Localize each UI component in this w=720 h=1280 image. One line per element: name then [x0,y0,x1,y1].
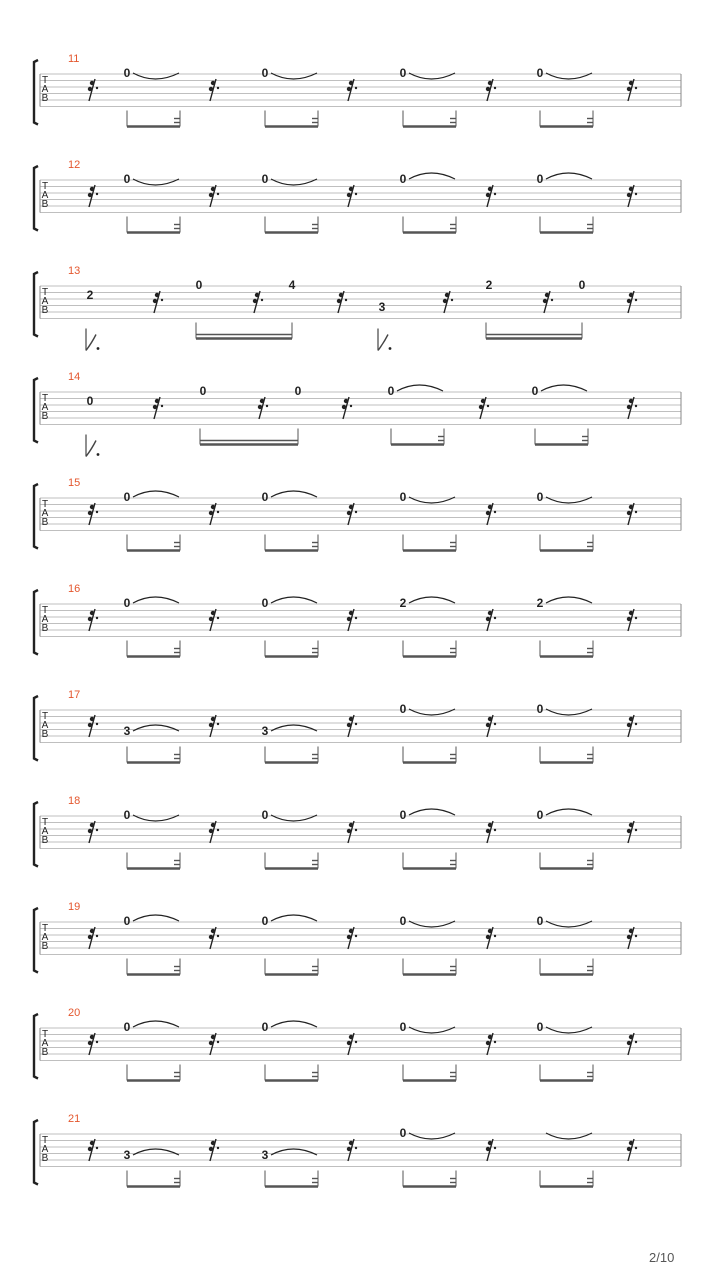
rest-dot [211,611,215,615]
rest-dot [349,929,353,933]
rest-aug-dot [261,299,263,301]
rest-dot [627,829,631,833]
rest-dot [488,823,492,827]
rest-dot [88,935,92,939]
rest-dot [209,193,213,197]
fret-number: 0 [399,1126,407,1140]
fret-number: 2 [86,288,94,302]
tab-clef-letter: B [41,623,49,634]
rest-dot [88,617,92,621]
rest-dot [88,1147,92,1151]
tab-clef-letter: B [41,411,49,422]
rest-aug-dot [217,617,219,619]
rest-dot [627,935,631,939]
rest-dot [627,193,631,197]
rest-dot [543,299,547,303]
rest-dot [209,829,213,833]
rest-dot [209,1041,213,1045]
fret-number: 0 [261,808,269,822]
tie-arc [133,1021,179,1027]
fret-number: 0 [531,384,539,398]
tab-clef-letter: A [41,84,49,95]
fret-number: 2 [399,596,407,610]
rest-aug-dot [635,935,637,937]
rest-dot [629,293,633,297]
tab-clef-letter: T [41,923,49,934]
rest-aug-dot [355,193,357,195]
rest-aug-dot [635,511,637,513]
fret-number: 0 [123,66,131,80]
tab-clef-letter: A [41,190,49,201]
system-bracket [34,60,38,125]
rest-aug-dot [635,1041,637,1043]
rest-dot [488,929,492,933]
rest-aug-dot [494,193,496,195]
tie-arc [271,915,317,921]
rest-dot [211,929,215,933]
rest-aug-dot [96,935,98,937]
rest-aug-dot [96,829,98,831]
tab-clef-letter: A [41,1144,49,1155]
system-bracket [34,908,38,973]
fret-number: 0 [536,808,544,822]
fret-number: 0 [399,66,407,80]
tie-arc [133,1149,179,1155]
rest-dot [627,87,631,91]
rest-dot [349,717,353,721]
tie-arc [133,597,179,603]
rest-dot [486,617,490,621]
tab-clef-letter: B [41,729,49,740]
rest-dot [339,293,343,297]
rest-aug-dot [217,1147,219,1149]
rest-dot [349,505,353,509]
system-bracket [34,1120,38,1185]
rest-dot [90,1035,94,1039]
rest-aug-dot [635,405,637,407]
rest-dot [629,929,633,933]
tie-arc [546,597,592,603]
fret-number: 0 [536,66,544,80]
rest-dot [629,717,633,721]
rest-aug-dot [350,405,352,407]
rest-aug-dot [355,723,357,725]
fret-number: 0 [123,914,131,928]
rest-dot [88,87,92,91]
rest-dot [486,935,490,939]
rest-dot [627,405,631,409]
rest-dot [347,511,351,515]
rest-dot [486,87,490,91]
rest-dot [349,823,353,827]
tab-clef-letter: T [41,605,49,616]
fret-number: 0 [123,808,131,822]
rest-dot [488,1141,492,1145]
measure-number: 19 [68,901,81,913]
fret-number: 3 [123,1148,131,1162]
tab-clef-letter: T [41,393,49,404]
rest-dot [211,81,215,85]
system-bracket [34,272,38,337]
rest-dot [347,87,351,91]
fret-number: 0 [294,384,302,398]
tie-arc [546,809,592,815]
fret-number: 0 [261,596,269,610]
tie-arc [133,725,179,731]
system-bracket [34,590,38,655]
rest-aug-dot [494,829,496,831]
fret-number: 0 [123,172,131,186]
dot [97,453,100,456]
rest-dot [337,299,341,303]
rest-dot [629,505,633,509]
rest-dot [260,399,264,403]
fret-number: 0 [261,66,269,80]
rest-dot [629,187,633,191]
tab-clef-letter: T [41,817,49,828]
rest-aug-dot [217,829,219,831]
rest-dot [90,1141,94,1145]
rest-aug-dot [96,1147,98,1149]
fret-number: 0 [261,914,269,928]
system-bracket [34,378,38,443]
rest-dot [347,723,351,727]
rest-dot [627,1041,631,1045]
tab-clef-letter: T [41,711,49,722]
tie-arc [541,385,587,391]
rest-aug-dot [355,617,357,619]
rest-aug-dot [217,1041,219,1043]
rest-aug-dot [494,723,496,725]
fret-number: 4 [288,278,296,292]
rest-aug-dot [217,723,219,725]
rest-dot [90,823,94,827]
rest-dot [88,1041,92,1045]
rest-dot [488,717,492,721]
fret-number: 0 [399,172,407,186]
rest-aug-dot [494,935,496,937]
tie-arc [271,491,317,497]
measure-number: 12 [68,159,81,171]
rest-dot [347,193,351,197]
rest-dot [347,617,351,621]
rest-dot [486,829,490,833]
rest-dot [349,81,353,85]
rest-aug-dot [96,1041,98,1043]
tab-clef-letter: A [41,508,49,519]
rest-dot [445,293,449,297]
fret-number: 3 [123,724,131,738]
rest-aug-dot [345,299,347,301]
fret-number: 0 [261,1020,269,1034]
tab-clef-letter: B [41,835,49,846]
fret-number: 0 [399,702,407,716]
rest-dot [209,723,213,727]
tie-arc [133,915,179,921]
tab-clef-letter: A [41,614,49,625]
rest-aug-dot [451,299,453,301]
tab-clef-letter: A [41,296,49,307]
tie-arc [271,725,317,731]
rest-dot [88,829,92,833]
rest-dot [211,717,215,721]
tab-clef-letter: A [41,402,49,413]
tie-arc [271,1021,317,1027]
tab-clef-letter: B [41,517,49,528]
rest-dot [211,187,215,191]
rest-dot [488,81,492,85]
rest-aug-dot [635,1147,637,1149]
tie-arc [409,173,455,179]
rest-dot [347,935,351,939]
rest-dot [211,823,215,827]
fret-number: 0 [199,384,207,398]
rest-dot [627,617,631,621]
system-bracket [34,696,38,761]
fret-number: 3 [261,1148,269,1162]
fret-number: 0 [399,1020,407,1034]
measure-number: 18 [68,795,81,807]
fret-number: 0 [123,596,131,610]
rest-dot [90,81,94,85]
rest-aug-dot [635,299,637,301]
rest-aug-dot [355,511,357,513]
rest-dot [627,511,631,515]
rest-aug-dot [635,193,637,195]
tie-arc [409,809,455,815]
rest-dot [488,505,492,509]
rest-dot [88,193,92,197]
tab-clef-letter: T [41,181,49,192]
tab-clef-letter: A [41,826,49,837]
rest-dot [209,935,213,939]
rest-aug-dot [217,935,219,937]
rest-dot [349,1141,353,1145]
rest-dot [90,187,94,191]
rest-aug-dot [217,511,219,513]
measure-number: 17 [68,689,81,701]
rest-dot [349,611,353,615]
tab-clef-letter: A [41,932,49,943]
tie-arc [133,491,179,497]
dot [389,347,392,350]
rest-aug-dot [494,87,496,89]
rest-dot [629,399,633,403]
rest-aug-dot [161,299,163,301]
page-number: 2/10 [649,1250,675,1265]
tab-clef-letter: B [41,305,49,316]
fret-number: 0 [536,1020,544,1034]
fret-number: 0 [261,172,269,186]
tab-clef-letter: T [41,1135,49,1146]
rest-dot [349,187,353,191]
rest-dot [629,1141,633,1145]
rest-aug-dot [96,511,98,513]
measure-number: 13 [68,265,81,277]
rest-aug-dot [161,405,163,407]
rest-dot [344,399,348,403]
tab-clef-letter: T [41,499,49,510]
rest-dot [627,299,631,303]
rest-aug-dot [635,829,637,831]
rest-dot [629,823,633,827]
fret-number: 0 [195,278,203,292]
rest-dot [629,81,633,85]
rest-dot [488,1035,492,1039]
rest-aug-dot [355,829,357,831]
system-bracket [34,802,38,867]
fret-number: 0 [578,278,586,292]
fret-number: 0 [399,808,407,822]
fret-number: 0 [399,490,407,504]
fret-number: 0 [86,394,94,408]
rest-dot [255,293,259,297]
rest-dot [342,405,346,409]
rest-dot [209,511,213,515]
rest-aug-dot [266,405,268,407]
fret-number: 0 [387,384,395,398]
rest-aug-dot [217,193,219,195]
tab-clef-letter: B [41,1153,49,1164]
rest-dot [209,1147,213,1151]
tie-arc [397,385,443,391]
dot [97,347,100,350]
tab-clef-letter: B [41,1047,49,1058]
fret-number: 0 [536,490,544,504]
tab-clef-letter: B [41,941,49,952]
rest-dot [155,399,159,403]
rest-aug-dot [96,193,98,195]
rest-aug-dot [494,1147,496,1149]
rest-dot [486,193,490,197]
system-bracket [34,166,38,231]
rest-aug-dot [494,1041,496,1043]
rest-dot [486,511,490,515]
fret-number: 0 [123,490,131,504]
rest-aug-dot [355,1147,357,1149]
measure-number: 15 [68,477,81,489]
fret-number: 0 [123,1020,131,1034]
rest-aug-dot [96,617,98,619]
rest-aug-dot [635,617,637,619]
fret-number: 0 [536,702,544,716]
tab-clef-letter: A [41,720,49,731]
rest-dot [349,1035,353,1039]
rest-dot [479,405,483,409]
tie-arc [409,597,455,603]
rest-dot [488,187,492,191]
measure-number: 14 [68,371,81,383]
tie-arc [546,173,592,179]
tab-clef-letter: T [41,75,49,86]
rest-dot [627,1147,631,1151]
rest-aug-dot [355,1041,357,1043]
rest-dot [486,1147,490,1151]
rest-dot [486,723,490,727]
rest-dot [90,929,94,933]
rest-dot [88,511,92,515]
rest-aug-dot [355,935,357,937]
measure-number: 16 [68,583,81,595]
rest-dot [155,293,159,297]
rest-dot [347,1147,351,1151]
fret-number: 0 [536,172,544,186]
system-bracket [34,1014,38,1079]
rest-dot [153,299,157,303]
rest-aug-dot [217,87,219,89]
rest-dot [211,1035,215,1039]
rest-dot [258,405,262,409]
rest-dot [443,299,447,303]
measure-number: 20 [68,1007,81,1019]
rest-dot [211,505,215,509]
fret-number: 2 [485,278,493,292]
measure-number: 11 [68,53,80,65]
rest-aug-dot [551,299,553,301]
fret-number: 0 [261,490,269,504]
note-flag [86,441,96,457]
rest-dot [347,829,351,833]
note-flag [86,335,96,351]
rest-dot [481,399,485,403]
fret-number: 0 [399,914,407,928]
rest-aug-dot [487,405,489,407]
tie-arc [271,1149,317,1155]
tab-clef-letter: T [41,287,49,298]
rest-dot [629,611,633,615]
rest-dot [88,723,92,727]
rest-dot [627,723,631,727]
rest-aug-dot [494,511,496,513]
rest-aug-dot [96,723,98,725]
fret-number: 3 [261,724,269,738]
tie-arc [271,597,317,603]
tab-clef-letter: T [41,1029,49,1040]
rest-dot [90,717,94,721]
system-bracket [34,484,38,549]
rest-dot [629,1035,633,1039]
rest-dot [486,1041,490,1045]
rest-dot [90,611,94,615]
rest-aug-dot [635,723,637,725]
tab-clef-letter: B [41,93,49,104]
rest-dot [153,405,157,409]
rest-aug-dot [494,617,496,619]
note-flag [378,335,388,351]
rest-dot [488,611,492,615]
rest-dot [253,299,257,303]
rest-dot [211,1141,215,1145]
rest-dot [209,617,213,621]
rest-dot [209,87,213,91]
rest-dot [347,1041,351,1045]
measure-number: 21 [68,1113,81,1125]
fret-number: 2 [536,596,544,610]
rest-dot [545,293,549,297]
fret-number: 0 [536,914,544,928]
rest-aug-dot [96,87,98,89]
tab-clef-letter: B [41,199,49,210]
tab-clef-letter: A [41,1038,49,1049]
rest-dot [90,505,94,509]
rest-aug-dot [635,87,637,89]
rest-aug-dot [355,87,357,89]
fret-number: 3 [378,300,386,314]
